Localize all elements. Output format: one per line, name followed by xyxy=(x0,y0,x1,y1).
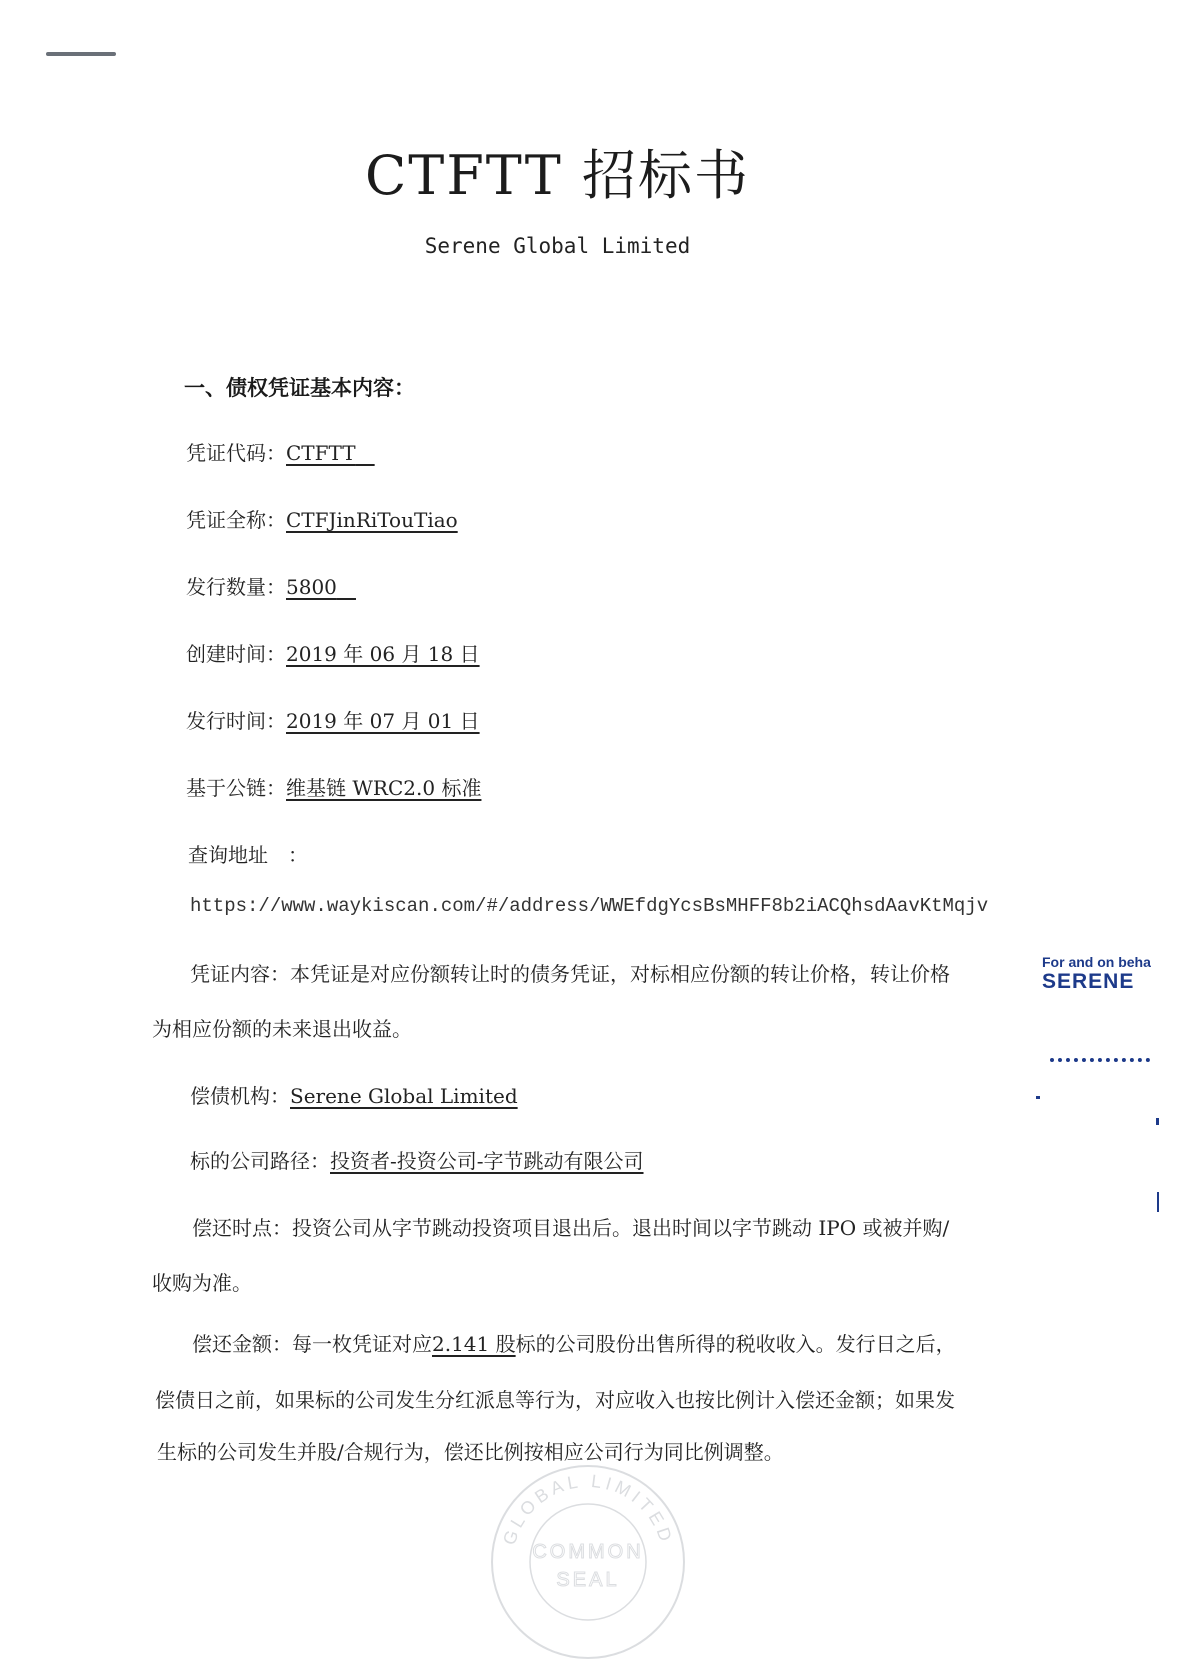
field-value: 维基链 WRC2.0 标准 xyxy=(286,776,482,800)
field-value: 5800 xyxy=(286,575,337,599)
document-subtitle: Serene Global Limited xyxy=(424,234,691,258)
field-label: 创建时间： xyxy=(186,642,286,666)
content-line1: 凭证内容：本凭证是对应份额转让时的债务凭证，对标相应份额的转让价格，转让价格 xyxy=(190,962,950,986)
repay-amount-post: 标的公司股份出售所得的税收收入。发行日之后， xyxy=(515,1332,956,1356)
repay-time-line2: 收购为准。 xyxy=(152,1271,252,1295)
field-created xyxy=(186,638,480,667)
field-label: 基于公链： xyxy=(186,776,286,800)
field-value: 2019 年 06 月 18 日 xyxy=(286,642,480,666)
stamp-line2: SERENE xyxy=(1042,970,1135,993)
issuer-label: 偿债机构： xyxy=(190,1084,290,1108)
field-label: 凭证代码： xyxy=(186,441,286,465)
field-fullname xyxy=(186,504,458,533)
corner-mark xyxy=(46,52,116,56)
svg-text:GLOBAL LIMITED xyxy=(499,1471,677,1548)
seal-center-line1: COMMON xyxy=(532,1541,644,1563)
repay-amount-line2: 偿债日之前，如果标的公司发生分红派息等行为，对应收入也按比例计入偿还金额；如果发 xyxy=(155,1388,955,1412)
field-value: CTFTT xyxy=(286,441,356,465)
seal-arc-text: GLOBAL LIMITED xyxy=(499,1470,677,1548)
path-label: 标的公司路径： xyxy=(190,1149,330,1173)
repay-time-line1: 偿还时点：投资公司从字节跳动投资项目退出后。退出时间以字节跳动 IPO 或被并购/ xyxy=(192,1216,950,1240)
field-label: 发行数量： xyxy=(186,575,286,599)
repay-amount-line1 xyxy=(192,1328,956,1357)
company-path xyxy=(190,1145,644,1174)
repay-amount-pre: 偿还金额：每一枚凭证对应 xyxy=(192,1332,432,1356)
issuer xyxy=(190,1080,518,1109)
field-label: 发行时间： xyxy=(186,709,286,733)
stamp-speck xyxy=(1157,1192,1159,1212)
seal-center-line2: SEAL xyxy=(556,1569,620,1591)
field-issued xyxy=(186,705,480,734)
issuer-value: Serene Global Limited xyxy=(290,1084,518,1108)
stamp-speck xyxy=(1036,1096,1040,1099)
common-seal xyxy=(488,1462,688,1662)
field-quantity xyxy=(186,571,356,600)
content-line2: 为相应份额的未来退出收益。 xyxy=(152,1017,412,1041)
repay-amount-line3: 生标的公司发生并股/合规行为，偿还比例按相应公司行为同比例调整。 xyxy=(157,1440,784,1464)
section-heading: 一、债权凭证基本内容： xyxy=(184,375,415,400)
stamp-speck xyxy=(1156,1118,1159,1125)
field-code xyxy=(186,437,375,466)
field-value: CTFJinRiTouTiao xyxy=(286,508,458,532)
stamp-line1: For and on beha xyxy=(1042,954,1151,970)
company-stamp xyxy=(1042,954,1151,994)
query-url: https://www.waykiscan.com/#/address/WWEfdgYcsBsMHFF8b2iACQhsdAavKtMqjv xyxy=(190,895,989,917)
path-value: 投资者-投资公司-字节跳动有限公司 xyxy=(330,1149,644,1173)
field-chain xyxy=(186,772,481,801)
query-label: 查询地址 ： xyxy=(188,843,308,867)
repay-amount-shares: 2.141 股 xyxy=(432,1332,516,1356)
stamp-signature-line xyxy=(1050,1058,1150,1066)
field-value: 2019 年 07 月 01 日 xyxy=(286,709,480,733)
document-title: CTFTT 招标书 xyxy=(364,144,750,207)
field-label: 凭证全称： xyxy=(186,508,286,532)
